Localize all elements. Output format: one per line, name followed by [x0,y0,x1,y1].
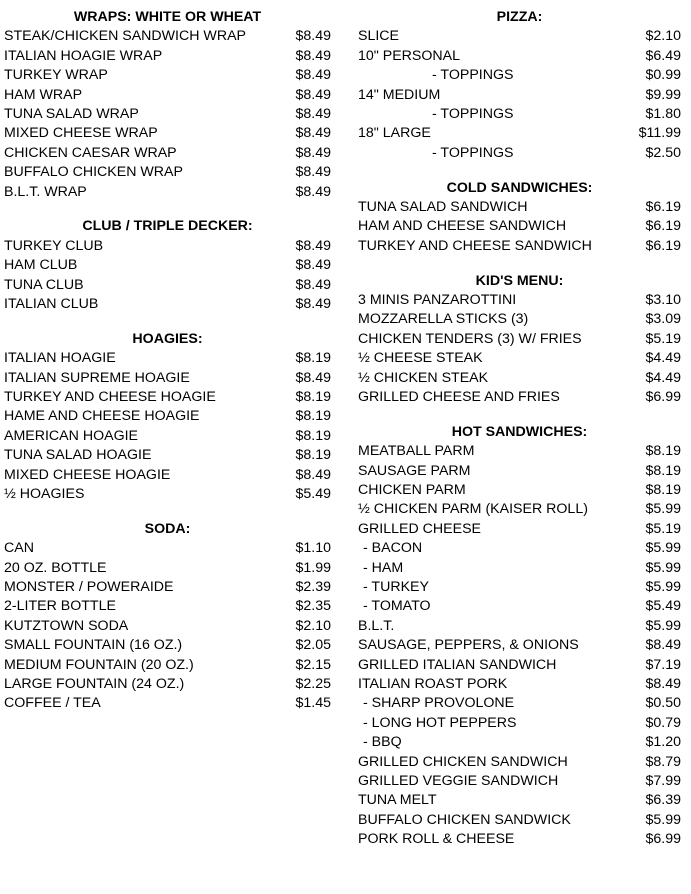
menu-item-name: BUFFALO CHICKEN SANDWICK [358,811,571,828]
menu-item [4,256,331,275]
menu-item [4,276,331,295]
menu-item-price: $5.99 [645,617,681,634]
menu-item-name: SMALL FOUNTAIN (16 OZ.) [4,637,183,654]
menu-item-price: $8.79 [645,753,681,770]
menu-item-price: $5.99 [645,559,681,576]
menu-item [358,753,681,772]
menu-section-hot-sandwiches [358,423,681,850]
menu-item-price: $6.49 [645,47,681,64]
menu-section-soda [4,520,331,714]
menu-item-price: $2.05 [295,637,331,654]
menu-item-price: $8.19 [645,462,681,479]
menu-item [4,407,331,426]
menu-item [4,144,331,163]
menu-item-price: $5.99 [645,540,681,557]
menu-item-name: - BBQ [363,734,402,751]
menu-item [4,295,331,314]
menu-item-price: $5.19 [645,520,681,537]
menu-item-price: $7.19 [645,656,681,673]
menu-item-price: $5.49 [295,485,331,502]
menu-item-name: 3 MINIS PANZAROTTINI [358,292,517,309]
menu-item-price: $2.39 [295,579,331,596]
menu-item-name: B.L.T. [358,617,395,634]
menu-item-price: $8.49 [295,164,331,181]
menu-item-price: $6.19 [645,237,681,254]
menu-item [4,578,331,597]
section-title: WRAPS: WHITE OR WHEAT [73,9,262,25]
menu-item-price: $8.49 [295,105,331,122]
menu-item-price: $9.99 [645,86,681,103]
menu-item-price: $4.49 [645,369,681,386]
menu-item [358,481,681,500]
menu-item [358,830,681,849]
menu-item [358,617,681,636]
menu-item-price: $8.19 [295,447,331,464]
menu-item-price: $5.99 [645,579,681,596]
menu-item-name: KUTZTOWN SODA [4,617,129,634]
menu-item-price: $8.49 [295,28,331,45]
menu-item-price: $2.25 [295,676,331,692]
menu-item [358,694,681,713]
menu-item-price: $8.19 [295,350,331,367]
menu-item [4,694,331,713]
menu-item-price: $7.99 [645,772,681,789]
menu-item [4,47,331,66]
menu-section-wraps-white-or-wheat [4,8,331,202]
menu-item [4,349,331,368]
menu-item [4,597,331,616]
menu-item-price: $4.49 [645,350,681,367]
menu-item-price: $8.49 [295,369,331,386]
menu-item-name: ½ CHICKEN STEAK [358,369,489,386]
menu-item-name: TURKEY WRAP [4,67,108,84]
menu-item-price: $8.49 [295,276,331,293]
menu-item [358,349,681,368]
menu-item-name: 14" MEDIUM [358,86,441,103]
menu-item-name: HAM AND CHEESE SANDWICH [358,218,567,235]
menu-item-name: 10" PERSONAL [358,47,461,64]
menu-item-name: TURKEY AND CHEESE HOAGIE [4,389,216,406]
menu-item-name: - TOPPINGS [432,67,514,84]
menu-item-name: HAM CLUB [4,257,78,274]
menu-item-price: $3.09 [645,311,681,328]
menu-item [358,291,681,310]
menu-item [358,388,681,407]
menu-item-price: $8.49 [295,86,331,103]
menu-item-name: - TURKEY [363,579,429,596]
menu-item-name: CHICKEN CAESAR WRAP [4,144,177,161]
menu-item-name: B.L.T. WRAP [4,183,87,200]
menu-item [4,105,331,124]
menu-item-name: - TOMATO [363,598,431,615]
menu-item-price: $2.35 [295,598,331,615]
menu-item-price: $8.49 [295,257,331,274]
menu-item [4,183,331,202]
menu-item [4,559,331,578]
menu-item-name: - HAM [363,559,404,576]
menu-item-name: SAUSAGE, PEPPERS, & ONIONS [358,637,579,654]
menu-item [358,237,681,256]
menu-item-price: $1.20 [645,734,681,751]
menu-item-name: MONSTER / POWERAIDE [4,579,174,596]
menu-item-price: $8.49 [295,67,331,84]
menu-item-price: $1.80 [645,105,681,122]
menu-item-name: MEATBALL PARM [358,443,475,460]
menu-item [358,217,681,236]
menu-item-price: $0.99 [645,67,681,84]
menu-item [358,500,681,519]
menu-item-name: MIXED CHEESE WRAP [4,125,158,142]
menu-item-name: - TOPPINGS [432,144,514,161]
menu-item-name: ITALIAN ROAST PORK [358,676,508,692]
menu-section-club-triple-decker [4,217,331,314]
menu-item-name: - SHARP PROVOLONE [363,695,515,712]
menu-item [358,105,681,124]
menu-item-price: $6.39 [645,792,681,809]
menu-item [358,124,681,143]
menu-item-name: COFFEE / TEA [4,695,101,712]
menu-item [358,675,681,694]
menu-item [4,446,331,465]
menu-item-price: $8.49 [645,637,681,654]
menu-item-price: $2.50 [645,144,681,161]
menu-item [358,442,681,461]
menu-item-name: MEDIUM FOUNTAIN (20 OZ.) [4,656,194,673]
menu-item-name: MIXED CHEESE HOAGIE [4,466,171,483]
menu-item-price: $8.49 [295,47,331,64]
menu-item-name: CHICKEN PARM [358,482,466,499]
menu-item [358,198,681,217]
menu-item-name: TUNA MELT [358,792,437,809]
menu-item [358,656,681,675]
right-column [358,8,681,865]
menu-item-price: $6.99 [645,831,681,848]
menu-item-price: $2.10 [645,28,681,45]
menu-item-price: $5.19 [645,330,681,347]
menu-item [358,772,681,791]
menu-item-name: CAN [4,540,34,557]
menu-item [4,656,331,675]
menu-item-name: ½ CHICKEN PARM (KAISER ROLL) [358,501,588,518]
menu-item-name: ITALIAN HOAGIE [4,350,116,367]
menu-item [358,86,681,105]
menu-item-name: ITALIAN HOAGIE WRAP [4,47,163,64]
menu-item-price: $11.99 [638,125,681,142]
menu-item-name: AMERICAN HOAGIE [4,427,139,444]
menu-item-name: GRILLED VEGGIE SANDWICH [358,772,559,789]
menu-item [358,369,681,388]
menu-item [4,636,331,655]
menu-item-price: $2.15 [295,656,331,673]
menu-item-name: CHICKEN TENDERS (3) W/ FRIES [358,330,582,347]
menu-item [358,597,681,616]
menu-item-price: $5.99 [645,811,681,828]
menu-item-name: GRILLED CHEESE [358,520,481,537]
menu-item [4,86,331,105]
menu-item-name: GRILLED CHICKEN SANDWICH [358,753,568,770]
menu-item-price: $8.49 [295,125,331,142]
menu-item-name: TUNA SALAD HOAGIE [4,447,152,464]
menu-item-name: GRILLED CHEESE AND FRIES [358,389,560,406]
section-title: KID'S MENU: [475,272,564,289]
menu-item-price: $3.10 [645,292,681,309]
menu-item-price: $8.19 [645,443,681,460]
menu-item-name: 18" LARGE [358,125,431,142]
menu-item [4,369,331,388]
menu-item [4,675,331,694]
menu-item-name: - TOPPINGS [432,105,514,122]
menu-item [358,578,681,597]
menu-item [4,66,331,85]
section-title: HOT SANDWICHES: [451,423,588,440]
menu-item [4,485,331,504]
section-title: PIZZA: [496,9,543,25]
menu-item [358,310,681,329]
menu-item-name: TUNA SALAD WRAP [4,105,139,122]
menu-item-price: $2.10 [295,617,331,634]
menu-item [4,617,331,636]
menu-item [358,520,681,539]
section-title: CLUB / TRIPLE DECKER: [82,218,253,235]
menu-item [4,124,331,143]
menu-item-name: SLICE [358,28,400,45]
menu-item [358,462,681,481]
menu-item-price: $6.99 [645,389,681,406]
menu-item-price: $1.10 [295,540,331,557]
menu-item-name: ITALIAN CLUB [4,295,99,312]
menu-item [4,237,331,256]
menu-item-name: ITALIAN SUPREME HOAGIE [4,369,190,386]
menu-item-name: STEAK/CHICKEN SANDWICH WRAP [4,28,246,45]
menu-item [358,791,681,810]
section-title: HOAGIES: [132,330,203,347]
menu-item-name: GRILLED ITALIAN SANDWICH [358,656,557,673]
menu-section-hoagies [4,330,331,505]
section-title: COLD SANDWICHES: [446,179,593,196]
menu-item-price: $8.49 [295,237,331,254]
menu-item [358,66,681,85]
menu-item [358,539,681,558]
menu-item-price: $8.49 [295,144,331,161]
menu-item [4,27,331,46]
menu-item-price: $8.19 [295,408,331,425]
menu-item-price: $6.19 [645,199,681,216]
menu-item-name: 2-LITER BOTTLE [4,598,116,615]
menu-item [358,714,681,733]
menu-item [4,466,331,485]
menu-item-price: $1.99 [295,559,331,576]
menu-item-price: $8.49 [295,295,331,312]
menu-item [358,559,681,578]
menu-item-name: TUNA SALAD SANDWICH [358,199,528,216]
menu-item-price: $8.49 [645,676,681,692]
menu-item [4,427,331,446]
menu-item-name: TUNA CLUB [4,276,84,293]
menu-item-name: 20 OZ. BOTTLE [4,559,107,576]
menu-item-name: ½ CHEESE STEAK [358,350,483,367]
menu-item [4,163,331,182]
menu-item-name: HAM WRAP [4,86,83,103]
menu-item-name: TURKEY CLUB [4,237,104,254]
menu-item-price: $5.49 [645,598,681,615]
menu-section-cold-sandwiches [358,179,681,257]
menu-item-price: $8.19 [645,482,681,499]
menu-item [358,27,681,46]
menu-item [358,811,681,830]
menu-item-name: MOZZARELLA STICKS (3) [358,311,529,328]
menu-item-price: $1.45 [295,695,331,712]
menu-item-price: $8.49 [295,466,331,483]
menu-item-price: $8.49 [295,183,331,200]
menu-item [358,47,681,66]
menu-section-kid-s-menu [358,272,681,408]
menu-item-price: $6.19 [645,218,681,235]
menu-item [358,330,681,349]
left-column [4,8,331,729]
menu-item-price: $0.50 [645,695,681,712]
menu-item-name: TURKEY AND CHEESE SANDWICH [358,237,592,254]
menu-item [4,388,331,407]
menu-item-name: - LONG HOT PEPPERS [363,714,517,731]
menu-item [358,733,681,752]
menu-item-name: HAME AND CHEESE HOAGIE [4,408,200,425]
menu-section-pizza [358,8,681,163]
menu-item-name: LARGE FOUNTAIN (24 OZ.) [4,676,185,692]
menu-item-price: $5.99 [645,501,681,518]
menu-item-name: ½ HOAGIES [4,485,85,502]
section-title: SODA: [144,520,191,537]
menu-item [358,636,681,655]
menu-item-name: - BACON [363,540,423,557]
menu-item-name: PORK ROLL & CHEESE [358,831,515,848]
menu-item-price: $8.19 [295,427,331,444]
menu-item [358,144,681,163]
menu-item-price: $8.19 [295,389,331,406]
menu-item-price: $0.79 [645,714,681,731]
menu-item [4,539,331,558]
menu-item-name: SAUSAGE PARM [358,462,471,479]
menu-item-name: BUFFALO CHICKEN WRAP [4,164,183,181]
